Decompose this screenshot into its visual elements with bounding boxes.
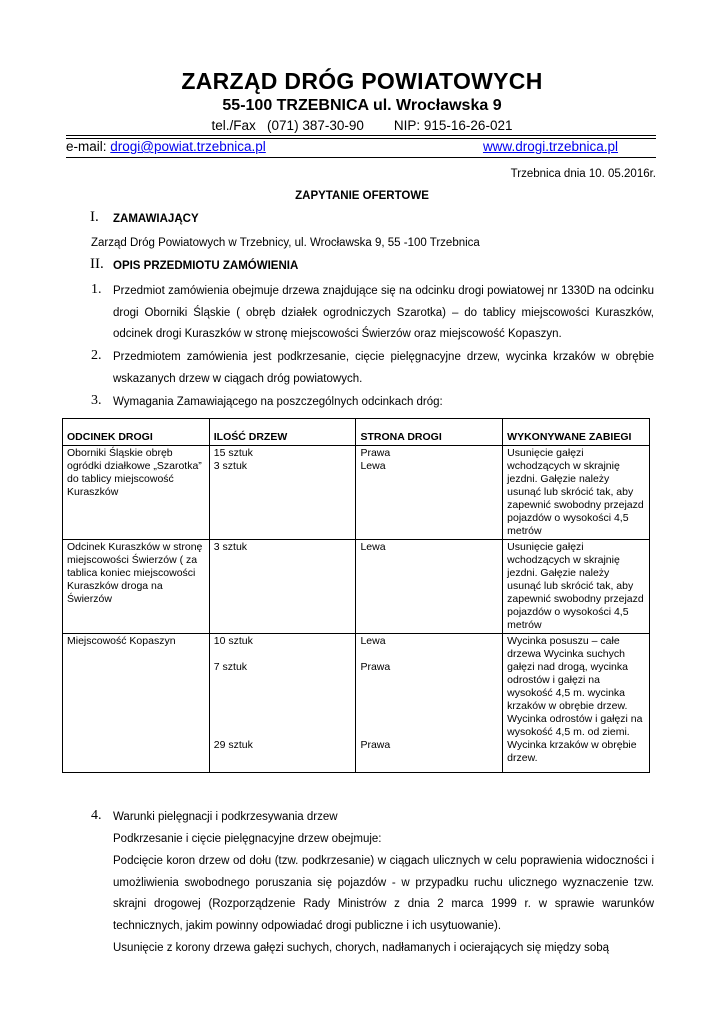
side-value: Prawa: [360, 447, 391, 459]
item-4-paragraph-2: Podcięcie koron drzew od dołu (tzw. podkrzesanie) w ciągach ulicznych w celu poprawienia widoczności i umożliwienia swobodnego poruszania się pojazdów - w przypadku ruchu ulicznego wyznaczenie tzw. skrajni drogowej (Rozporządzenie Rady Ministrów z dnia 2 marca 1999 r. w sprawie warunków technicznych, jakim powinny odpowiadać drogi publiczne i ich usytuowanie).: [113, 855, 654, 932]
cell-count: 3 sztuk: [209, 540, 356, 634]
email-link[interactable]: drogi@powiat.trzebnica.pl: [110, 139, 266, 154]
table-row: [63, 446, 650, 540]
table-row: [63, 540, 650, 634]
count-value: 15 sztuk: [213, 447, 253, 459]
item-4-paragraph-1: Podkrzesanie i cięcie pielęgnacyjne drzew obejmuje:: [113, 833, 382, 845]
item-4-heading: Warunki pielęgnacji i podkrzesywania drzew: [113, 811, 338, 823]
document-title: ZAPYTANIE OFERTOWE: [295, 190, 429, 202]
letterhead-rule: [66, 135, 656, 136]
item-2-number: 2.: [91, 348, 102, 363]
cell-side: [356, 634, 503, 773]
section-1-text: Zarząd Dróg Powiatowych w Trzebnicy, ul. Wrocławska 9, 55 -100 Trzebnica: [91, 237, 480, 249]
cell-works: Usunięcie gałęzi wchodzących w skrajnię jezdni. Gałęzie należy usunąć lub skrócić tak, aby zapewnić swobodny przejazd pojazdów o wysokości 4,5 metrów: [503, 540, 650, 634]
count-value: 7 sztuk: [213, 661, 248, 673]
letterhead-bottom-rule: [66, 157, 656, 158]
side-value: Lewa: [360, 635, 386, 647]
letterhead-nip: NIP: 915-16-26-021: [393, 118, 513, 133]
item-1-text: Przedmiot zamówienia obejmuje drzewa znajdujące się na odcinku drogi powiatowej nr 1330D na odcinku drogi Oborniki Śląskie ( obręb działek ogrodniczych Szarotka) – do tablicy miejscowości Kuraszków, odcinek drogi Kuraszków w stronę miejscowości Świerzów oraz miejscowość Kopaszyn.: [113, 285, 654, 340]
item-2-text: Przedmiotem zamówienia jest podkrzesanie, cięcie pielęgnacyjne drzew, wycinka krzaków w obrębie wskazanych drzew w ciągach dróg powiatowych.: [113, 351, 654, 385]
item-4-number: 4.: [91, 808, 102, 823]
count-value: 29 sztuk: [213, 739, 253, 751]
cell-works: Usunięcie gałęzi wchodzących w skrajnię jezdni. Gałęzie należy usunąć lub skrócić tak, aby zapewnić swobodny przejazd pojazdów o wysokości 4,5 metrów: [503, 446, 650, 540]
letterhead-address: 55-100 TRZEBNICA ul. Wrocławska 9: [222, 97, 502, 114]
side-value: Lewa: [360, 460, 386, 472]
col-header-works: WYKONYWANE ZABIEGI: [503, 419, 650, 446]
side-value: Prawa: [360, 661, 391, 673]
section-2-heading: OPIS PRZEDMIOTU ZAMÓWIENIA: [113, 260, 299, 272]
cell-segment: Miejscowość Kopaszyn: [63, 634, 210, 773]
letterhead-phone: tel./Fax (071) 387-30-90: [211, 118, 364, 133]
col-header-count: ILOŚĆ DRZEW: [209, 419, 356, 446]
cell-segment: Oborniki Śląskie obręb ogródki działkowe „Szarotka” do tablicy miejscowość Kuraszków: [63, 446, 210, 540]
col-header-side: STRONA DROGI: [356, 419, 503, 446]
item-3-text: Wymagania Zamawiającego na poszczególnych odcinkach dróg:: [113, 396, 443, 408]
cell-count: [209, 634, 356, 773]
table-row: [63, 634, 650, 773]
document-date: Trzebnica dnia 10. 05.2016r.: [510, 168, 656, 180]
letterhead-title: ZARZĄD DRÓG POWIATOWYCH: [181, 68, 543, 94]
side-value: Prawa: [360, 739, 391, 751]
item-4-paragraph-3: Usunięcie z korony drzewa gałęzi suchych, chorych, nadłamanych i ocierających się między sobą: [113, 942, 610, 954]
col-header-segment: ODCINEK DROGI: [63, 419, 210, 446]
section-2-numeral: II.: [90, 256, 104, 272]
cell-count: [209, 446, 356, 540]
cell-side: Lewa: [356, 540, 503, 634]
count-value: 10 sztuk: [213, 635, 253, 647]
cell-works: Wycinka posuszu – całe drzewa Wycinka suchych gałęzi nad drogą, wycinka odrostów i gałęzi na wysokość 4,5 m. wycinka krzaków w obrębie drzew. Wycinka odrostów i gałęzi na wysokość 4,5 m. od ziemi. Wycinka krzaków w obrębie drzew.: [503, 634, 650, 773]
letterhead-email-row: [66, 139, 656, 154]
section-1-heading: ZAMAWIAJĄCY: [113, 213, 199, 225]
cell-side: [356, 446, 503, 540]
count-value: 3 sztuk: [213, 460, 248, 472]
email-label: e-mail:: [66, 139, 111, 154]
section-1-numeral: I.: [90, 209, 99, 225]
item-1-number: 1.: [91, 282, 102, 297]
letterhead-contact: [0, 118, 724, 133]
website-link[interactable]: www.drogi.trzebnica.pl: [482, 139, 618, 154]
cell-segment: Odcinek Kuraszków w stronę miejscowości Świerzów ( za tablica koniec miejscowości Kuraszków droga na Świerzów: [63, 540, 210, 634]
item-3-number: 3.: [91, 393, 102, 408]
table-header-row: [63, 419, 650, 446]
works-table: [62, 418, 650, 773]
